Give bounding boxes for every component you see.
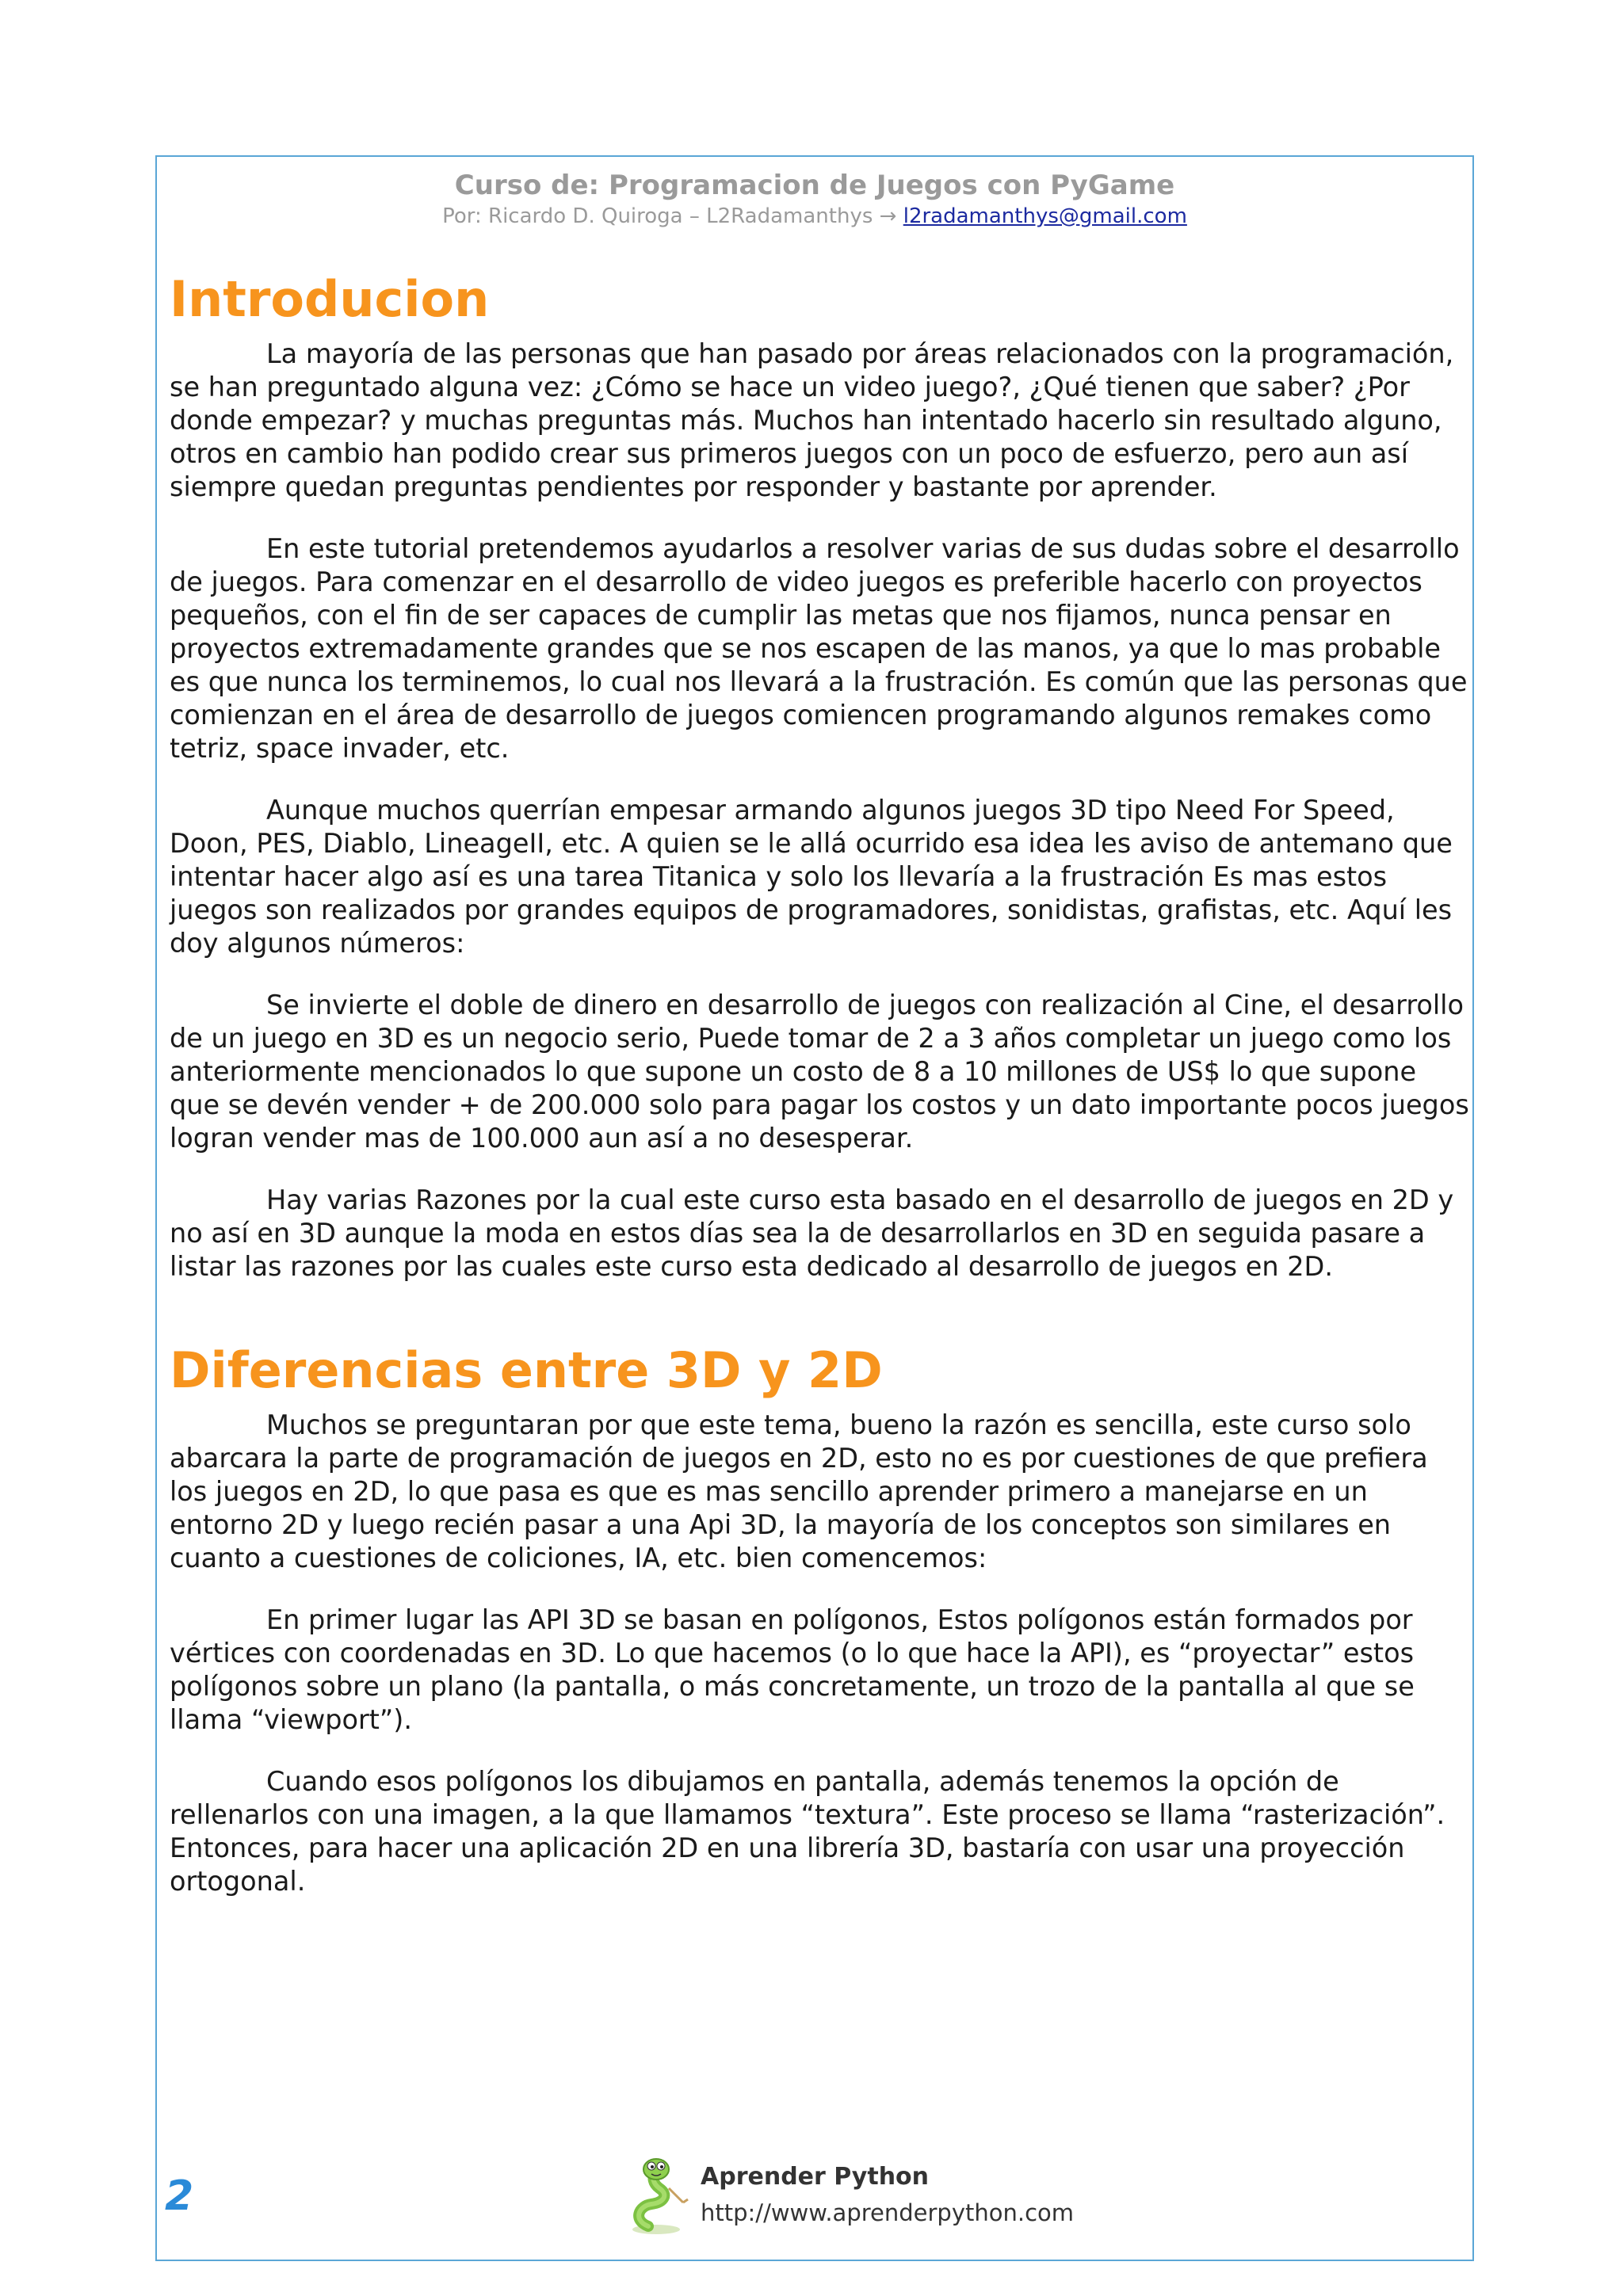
- footer-brand: Aprender Python: [701, 2163, 930, 2191]
- paragraph: Se invierte el doble de dinero en desarrollo de juegos con realización al Cine, el desarrollo de un juego en 3D es un negocio serio, Puede tomar de 2 a 3 años completar un juego como los anteriormente mencionados lo que supone un costo de 8 a 10 millones de US$ lo que supone que se devén vender + de 200.000 solo para pagar los costos y un dato importante pocos juegos logran vender mas de 100.000 aun así a no desesperar.: [170, 990, 1469, 1154]
- section-title-introducion: Introducion: [170, 270, 490, 328]
- paragraph: Cuando esos polígonos los dibujamos en pantalla, además tenemos la opción de rellenarlos con una imagen, a la que llamamos “textura”. Este proceso se llama “rasterización”. Entonces, para hacer una aplicación 2D en una librería 3D, bastaría con usar una proyección ortogonal.: [170, 1766, 1445, 1897]
- paragraph: En primer lugar las API 3D se basan en polígonos, Estos polígonos están formados por vértices con coordenadas en 3D. Lo que hacemos (o lo que hace la API), es “proyectar” estos polígonos sobre un plano (la pantalla, o más concretamente, un trozo de la pantalla al que se llama “viewport”).: [170, 1604, 1415, 1735]
- arrow-icon: →: [879, 204, 897, 228]
- section-title-diferencias: Diferencias entre 3D y 2D: [170, 1341, 883, 1399]
- page-header: [155, 168, 1474, 230]
- paragraph: La mayoría de las personas que han pasado por áreas relacionados con la programación, se han preguntado alguna vez: ¿Cómo se hace un video juego?, ¿Qué tienen que saber? ¿Por donde empezar? y muchas preguntas más. Muchos han intentado hacerlo sin resultado alguno, otros en cambio han podido crear sus primeros juegos con un poco de esfuerzo, pero aun así siempre quedan preguntas pendientes por responder y bastante por aprender.: [170, 338, 1454, 502]
- page-number: 2: [165, 2172, 194, 2220]
- python-snake-logo-icon: [624, 2157, 693, 2236]
- paragraph: Hay varias Razones por la cual este curso esta basado en el desarrollo de juegos en 2D y no así en 3D aunque la moda en estos días sea la de desarrollarlos en 3D en seguida pasare a listar las razones por las cuales este curso esta dedicado al desarrollo de juegos en 2D.: [170, 1184, 1454, 1282]
- footer-url-link[interactable]: http://www.aprenderpython.com: [701, 2199, 1075, 2226]
- paragraph: En este tutorial pretendemos ayudarlos a resolver varias de sus dudas sobre el desarrollo de juegos. Para comenzar en el desarrollo de video juegos es preferible hacerlo con proyectos pequeños, con el fin de ser capaces de cumplir las metas que nos fijamos, nunca pensar en proyectos extremadamente grandes que se nos escapen de las manos, ya que lo mas probable es que nunca los terminemos, lo cual nos llevará a la frustración. Es común que las personas que comienzan en el área de desarrollo de juegos comiencen programando algunos remakes como tetriz, space invader, etc.: [170, 533, 1468, 764]
- paragraph: Muchos se preguntaran por que este tema, bueno la razón es sencilla, este curso solo abarcara la parte de programación de juegos en 2D, esto no es por cuestiones de que prefiera los juegos en 2D, lo que pasa es que es mas sencillo aprender primero a manejarse en un entorno 2D y luego recién pasar a una Api 3D, la mayoría de los conceptos son similares en cuanto a cuestiones de coliciones, IA, etc. bien comencemos:: [170, 1409, 1428, 1573]
- document-body: [170, 261, 1469, 1898]
- author-name: Por: Ricardo D. Quiroga – L2Radamanthys: [442, 204, 873, 228]
- author-line: [155, 203, 1474, 230]
- author-email-link[interactable]: l2radamanthys@gmail.com: [903, 204, 1187, 228]
- paragraph: Aunque muchos querrían empesar armando algunos juegos 3D tipo Need For Speed, Doon, PES, Diablo, LineageII, etc. A quien se le allá ocurrido esa idea les aviso de antemano que intentar hacer algo así es una tarea Titanica y solo los llevaría a la frustración Es mas estos juegos son realizados por grandes equipos de programadores, sonidistas, grafistas, etc. Aquí les doy algunos números:: [170, 795, 1453, 959]
- course-title: Curso de: Programacion de Juegos con PyGame: [454, 170, 1175, 201]
